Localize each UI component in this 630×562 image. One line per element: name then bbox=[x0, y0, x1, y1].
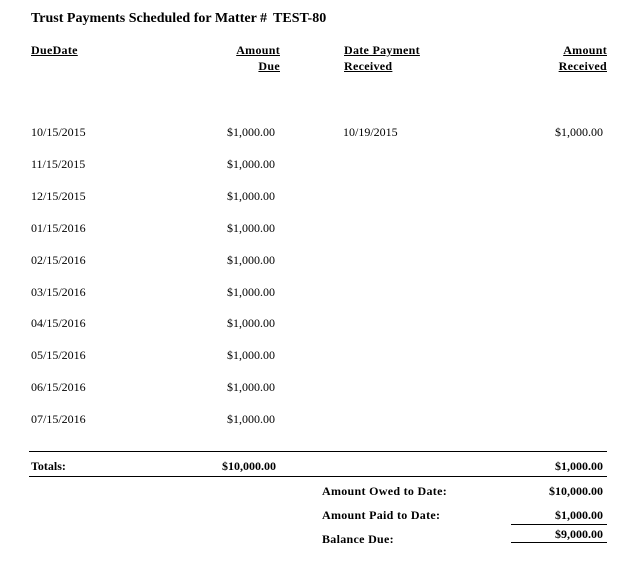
table-row bbox=[0, 157, 630, 173]
amount-due-cell: $1,000.00 bbox=[227, 285, 275, 299]
amount-due-cell: $1,000.00 bbox=[227, 253, 275, 267]
amount-paid-label: Amount Paid to Date: bbox=[322, 508, 441, 522]
balance-due-value: $9,000.00 bbox=[555, 527, 603, 541]
amount-paid-value: $1,000.00 bbox=[555, 508, 603, 522]
due-date-cell: 01/15/2016 bbox=[31, 221, 86, 235]
amount-due-cell: $1,000.00 bbox=[227, 412, 275, 426]
amount-due-cell: $1,000.00 bbox=[227, 157, 275, 171]
due-date-cell: 06/15/2016 bbox=[31, 380, 86, 394]
header-amount-due-line2: Due bbox=[258, 59, 280, 73]
balance-due-label: Balance Due: bbox=[322, 532, 394, 546]
totals-label: Totals: bbox=[31, 459, 66, 473]
header-amount-due bbox=[236, 42, 280, 74]
header-amount-due-line1: Amount bbox=[236, 43, 280, 57]
header-due-date-label: DueDate bbox=[31, 43, 78, 57]
header-amount-received-line1: Amount bbox=[563, 43, 607, 57]
header-date-received-line1: Date Payment bbox=[344, 43, 420, 57]
amount-owed-label: Amount Owed to Date: bbox=[322, 484, 447, 498]
table-row bbox=[0, 316, 630, 332]
totals-bottom-rule bbox=[29, 476, 607, 477]
due-date-cell: 04/15/2016 bbox=[31, 316, 86, 330]
totals-amount-due: $10,000.00 bbox=[222, 459, 276, 473]
totals-amount-received: $1,000.00 bbox=[555, 459, 603, 473]
report-title-text: Trust Payments Scheduled for Matter # bbox=[31, 11, 268, 26]
amount-due-cell: $1,000.00 bbox=[227, 189, 275, 203]
table-row bbox=[0, 348, 630, 364]
amount-due-cell: $1,000.00 bbox=[227, 348, 275, 362]
due-date-cell: 11/15/2015 bbox=[31, 157, 86, 171]
table-row bbox=[0, 253, 630, 269]
amount-due-cell: $1,000.00 bbox=[227, 125, 275, 139]
due-date-cell: 02/15/2016 bbox=[31, 253, 86, 267]
due-date-cell: 07/15/2016 bbox=[31, 412, 86, 426]
balance-top-rule bbox=[511, 524, 607, 525]
amount-due-cell: $1,000.00 bbox=[227, 380, 275, 394]
totals-top-rule bbox=[29, 451, 607, 452]
header-due-date bbox=[31, 42, 78, 58]
table-row bbox=[0, 125, 630, 141]
amount-due-cell: $1,000.00 bbox=[227, 221, 275, 235]
table-row bbox=[0, 380, 630, 396]
table-row bbox=[0, 189, 630, 205]
header-date-received-line2: Received bbox=[344, 59, 393, 73]
due-date-cell: 10/15/2015 bbox=[31, 125, 86, 139]
amount-due-cell: $1,000.00 bbox=[227, 316, 275, 330]
table-row bbox=[0, 221, 630, 237]
table-row bbox=[0, 412, 630, 428]
matter-number: TEST-80 bbox=[273, 11, 327, 26]
due-date-cell: 12/15/2015 bbox=[31, 189, 86, 203]
table-row bbox=[0, 285, 630, 301]
header-date-payment-received bbox=[344, 42, 420, 74]
date-received-cell: 10/19/2015 bbox=[343, 125, 398, 139]
due-date-cell: 03/15/2016 bbox=[31, 285, 86, 299]
due-date-cell: 05/15/2016 bbox=[31, 348, 86, 362]
report-title bbox=[31, 11, 326, 27]
balance-bottom-rule bbox=[511, 542, 607, 543]
amount-received-cell: $1,000.00 bbox=[555, 125, 603, 139]
amount-owed-value: $10,000.00 bbox=[549, 484, 603, 498]
header-amount-received-line2: Received bbox=[558, 59, 607, 73]
header-amount-received bbox=[559, 42, 607, 74]
